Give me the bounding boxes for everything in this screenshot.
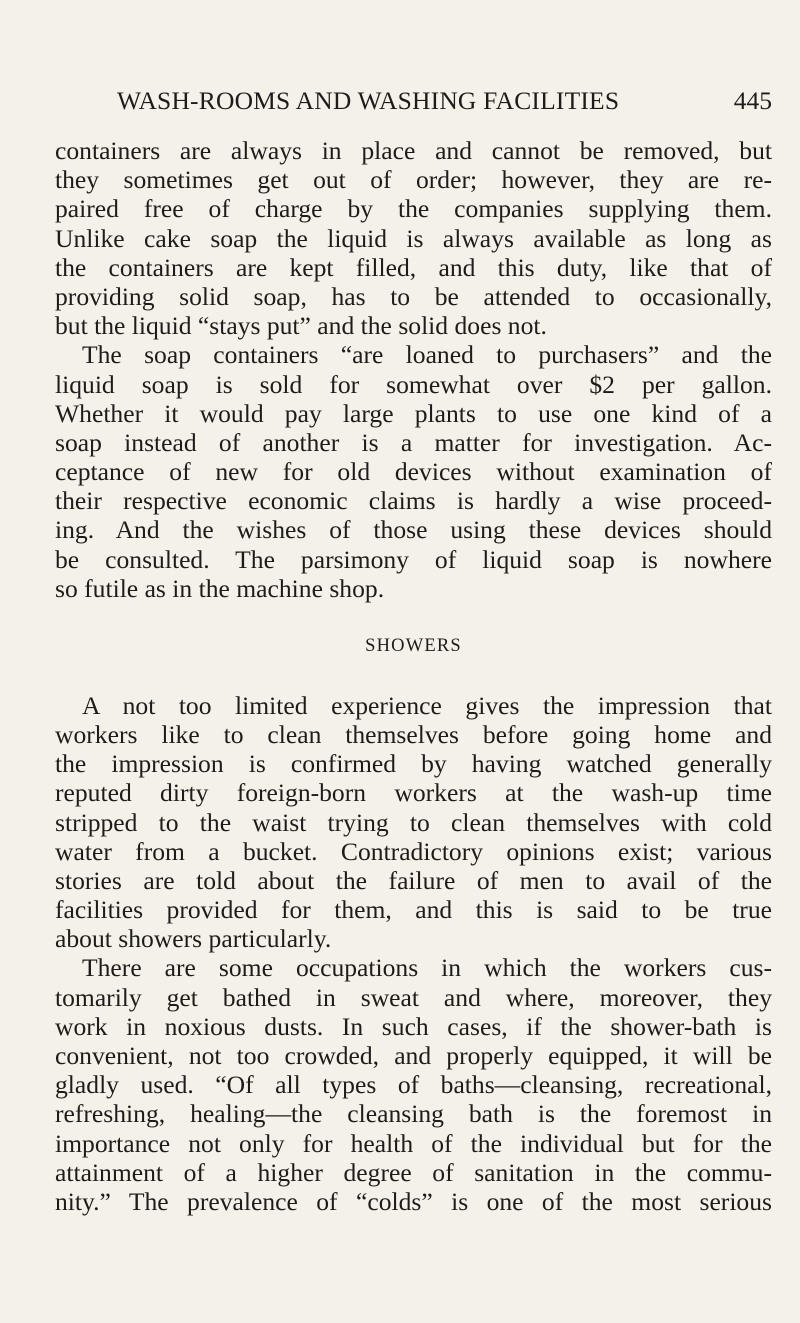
paragraph [55, 953, 772, 1216]
text-line: liquid soap is sold for somewhat over $2 per gallon. [55, 369, 772, 399]
text-line: A not too limited experience gives the impression that [82, 690, 772, 720]
text-line: so futile as in the machine shop. [55, 573, 385, 603]
text-line: reputed dirty foreign-born workers at the wash-up time [55, 778, 772, 808]
text-line: be consulted. The parsimony of liquid soap is nowhere [55, 544, 772, 574]
text-line: Whether it would pay large plants to use one kind of a [55, 398, 772, 428]
running-title: WASH-ROOMS AND WASHING FACILITIES [117, 86, 620, 115]
text-line: ing. And the wishes of those using these devices should [55, 515, 772, 545]
paragraph [55, 136, 772, 340]
text-line: There are some occupations in which the workers cus- [82, 953, 772, 983]
text-line: containers are always in place and cannot be removed, but [55, 136, 772, 165]
text-line: Unlike cake soap the liquid is always available as long as [55, 223, 772, 253]
text-line: attainment of a higher degree of sanitation in the commu- [55, 1157, 772, 1187]
text-line: gladly used. “Of all types of baths—cleansing, recreational, [55, 1070, 772, 1100]
running-head [55, 86, 772, 126]
text-line: they sometimes get out of order; however, they are re- [55, 165, 772, 195]
paragraph [55, 691, 772, 954]
text-line: about showers particularly. [55, 924, 332, 954]
text-line: convenient, not too crowded, and properly equipped, it will be [55, 1041, 772, 1071]
text-line: paired free of charge by the companies supplying them. [55, 194, 772, 224]
page-number: 445 [733, 86, 772, 115]
paragraph [55, 340, 772, 603]
text-line: stories are told about the failure of men to avail of the [55, 865, 772, 895]
body-text [55, 136, 772, 1216]
text-line: but the liquid “stays put” and the solid does not. [55, 311, 547, 341]
text-line: refreshing, healing—the cleansing bath is the foremost in [55, 1099, 772, 1129]
text-line: The soap containers “are loaned to purchasers” and the [82, 340, 772, 370]
text-line: nity.” The prevalence of “colds” is one of the most serious [55, 1186, 772, 1216]
text-line: importance not only for health of the individual but for the [55, 1128, 772, 1158]
text-line: soap instead of another is a matter for investigation. Ac- [55, 427, 772, 457]
text-line: tomarily get bathed in sweat and where, moreover, they [55, 982, 772, 1012]
text-line: providing solid soap, has to be attended to occasionally, [55, 281, 772, 311]
text-line: work in noxious dusts. In such cases, if the shower-bath is [55, 1011, 772, 1041]
text-line: facilities provided for them, and this is said to be true [55, 895, 772, 925]
text-line: their respective economic claims is hardly a wise proceed- [55, 486, 772, 516]
text-line: stripped to the waist trying to clean themselves with cold [55, 807, 772, 837]
text-line: workers like to clean themselves before going home and [55, 719, 772, 749]
text-line: the containers are kept filled, and this duty, like that of [55, 252, 772, 282]
text-line: the impression is confirmed by having watched generally [55, 749, 772, 779]
section-heading: SHOWERS [365, 636, 462, 656]
text-line: ceptance of new for old devices without examination of [55, 457, 772, 487]
text-line: water from a bucket. Contradictory opinions exist; various [55, 836, 772, 866]
